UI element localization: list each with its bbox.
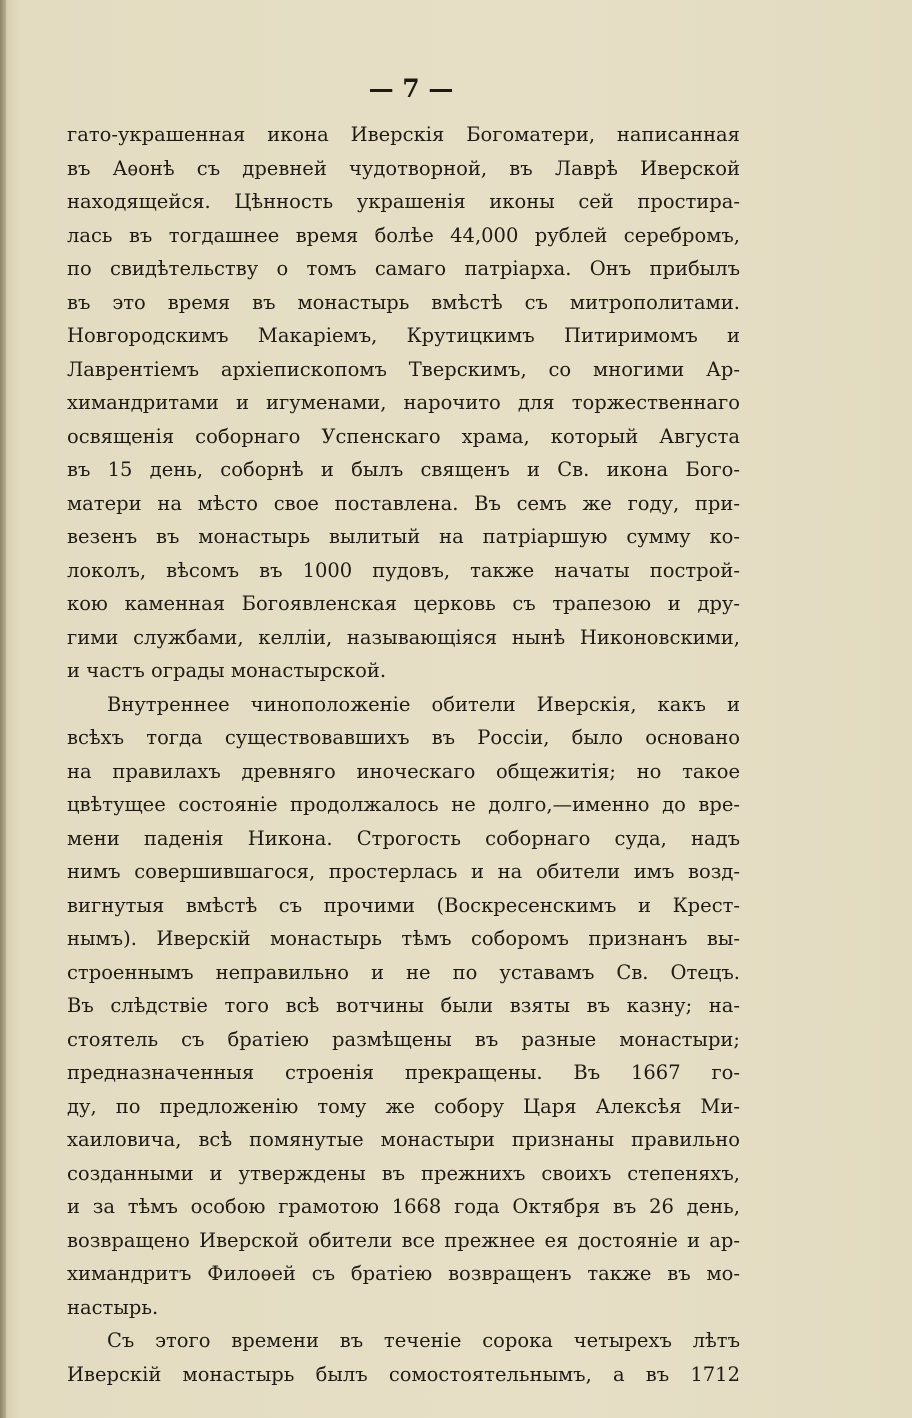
text-line: нымъ). Иверскій монастырь тѣмъ соборомъ признанъ вы- (67, 927, 740, 950)
text-line: освященія соборнаго Успенскаго храма, который Августа (67, 424, 740, 448)
text-line: хаиловича, всѣ помянутые монастыри признаны правильно (67, 1128, 740, 1151)
text-line: въ это время въ монастырь вмѣстѣ съ митрополитами. (67, 290, 740, 314)
page-binding-edge (0, 0, 6, 1418)
text-line: строеннымъ неправильно и не по уставамъ Св. Отецъ. (67, 960, 740, 984)
text-line: везенъ въ монастырь вылитый на патріаршую сумму ко- (67, 525, 740, 548)
text-line: на правилахъ древняго иноческаго общежитія; но такое (67, 759, 740, 783)
text-line: всѣхъ тогда существовавшихъ въ Россіи, было основано (67, 726, 740, 749)
text-line: въ Аѳонѣ съ древней чудотворной, въ Лаврѣ Иверской (67, 156, 740, 180)
text-line: возвращено Иверской обители все прежнее ея достояніе и ар- (67, 1228, 740, 1252)
text-line: кою каменная Богоявленская церковь съ трапезою и дру- (67, 592, 740, 615)
text-line: Внутреннее чиноположеніе обители Иверскія, какъ и (107, 692, 740, 716)
text-line: химандритами и игуменами, нарочито для торжественнаго (67, 391, 740, 414)
text-line: въ 15 день, соборнѣ и былъ священъ и Св. икона Бого- (67, 458, 740, 481)
text-line: нимъ совершившагося, простерлась и на обители имъ возд- (67, 860, 740, 883)
text-line: цвѣтущее состояніе продолжалось не долго,—именно до вре- (67, 793, 740, 816)
text-line: по свидѣтельству о томъ самаго патріарха. Онъ прибылъ (67, 257, 740, 280)
text-line: локолъ, вѣсомъ въ 1000 пудовъ, также начаты построй- (67, 558, 740, 582)
text-line: и частъ ограды монастырской. (67, 659, 387, 682)
text-line: находящейся. Цѣнность украшенія иконы сей простира- (67, 190, 740, 213)
text-line: Въ слѣдствіе того всѣ вотчины были взяты въ казну; на- (67, 994, 740, 1017)
text-line: химандритъ Филоѳей съ братіею возвращенъ также въ мо- (67, 1262, 740, 1285)
text-line: ду, по предложенію тому же собору Царя Алексѣя Ми- (67, 1094, 740, 1118)
paragraph (67, 118, 740, 688)
text-line: Новгородскимъ Макаріемъ, Крутицкимъ Питиримомъ и (67, 324, 740, 347)
text-line: вигнутыя вмѣстѣ съ прочими (Воскресенскимъ и Крест- (67, 893, 740, 917)
page-number: — 7 — (368, 74, 454, 103)
text-line: матери на мѣсто свое поставлена. Въ семъ же году, при- (67, 491, 740, 515)
text-line: Лаврентіемъ архіепископомъ Тверскимъ, со многими Ар- (67, 357, 740, 381)
text-line: Съ этого времени въ теченіе сорока четырехъ лѣтъ (107, 1329, 740, 1352)
text-line: настырь. (67, 1295, 159, 1319)
text-line: Иверскій монастырь былъ сомостоятельнымъ, а въ 1712 (67, 1362, 740, 1386)
text-line: гими службами, келліи, называющіяся нынѣ Никоновскими, (67, 625, 740, 649)
text-line: предназначенныя строенія прекращены. Въ 1667 го- (67, 1061, 740, 1084)
text-line: созданными и утверждены въ прежнихъ своихъ степеняхъ, (67, 1161, 740, 1185)
text-line: стоятель съ братіею размѣщены въ разные монастыри; (67, 1027, 740, 1051)
text-line: гато-украшенная икона Иверскія Богоматери, написанная (67, 123, 740, 146)
text-line: мени паденія Никона. Строгость соборнаго суда, надъ (67, 826, 740, 850)
paragraph (67, 1324, 740, 1391)
paragraph (67, 688, 740, 1325)
text-line: лась въ тогдашнее время болѣе 44,000 рублей серебромъ, (67, 223, 740, 247)
text-line: и за тѣмъ особою грамотою 1668 года Октября въ 26 день, (67, 1195, 740, 1218)
body-text (67, 118, 740, 1391)
